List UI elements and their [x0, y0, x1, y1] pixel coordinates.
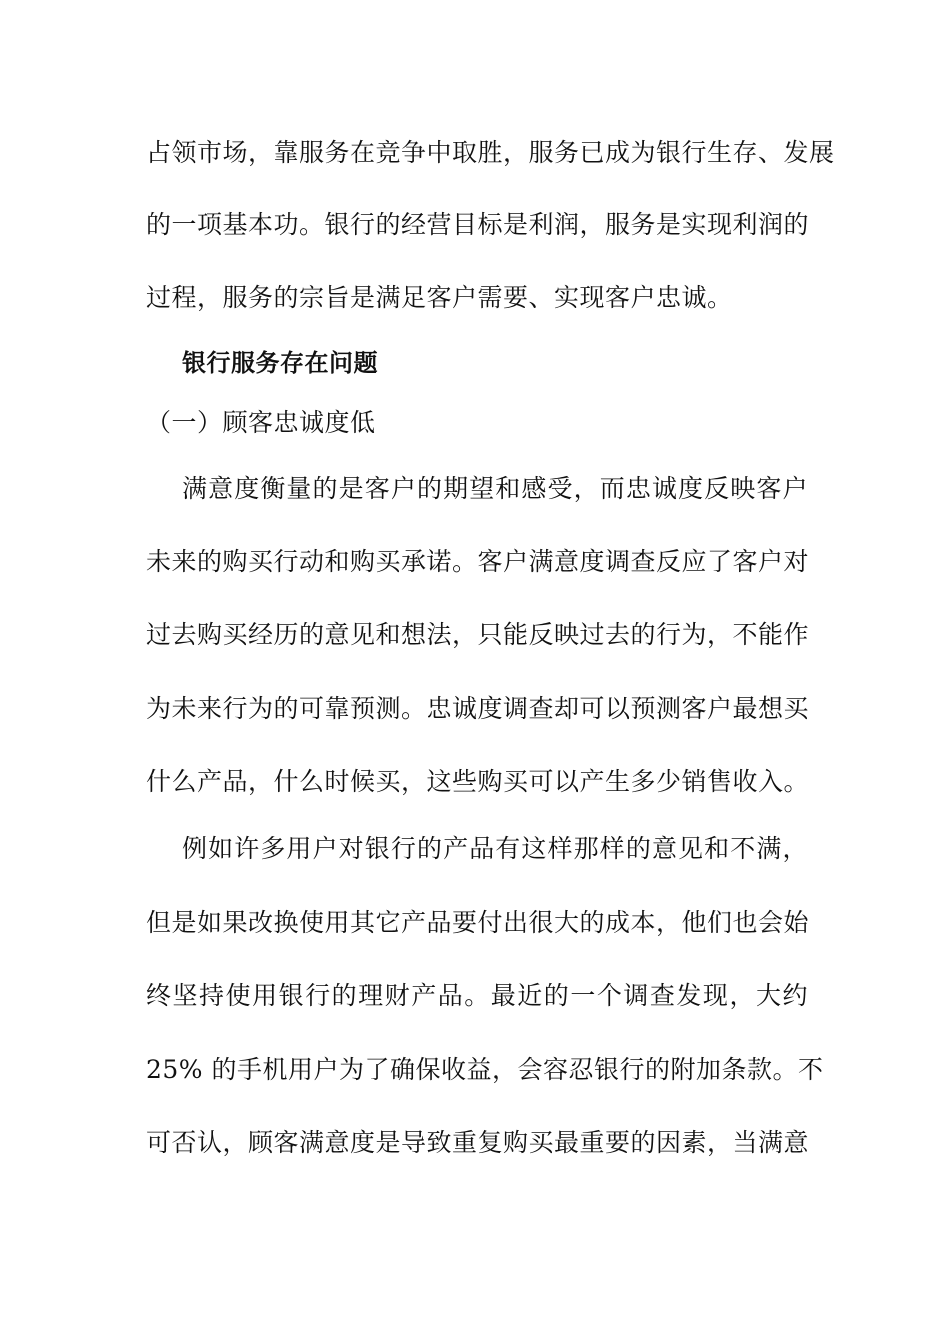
section-heading: 银行服务存在问题	[182, 349, 378, 377]
paragraph-3-line-1: 例如许多用户对银行的产品有这样那样的意见和不满，	[182, 834, 808, 863]
subsection-heading: （一）顾客忠诚度低	[146, 408, 376, 437]
paragraph-3-line-2: 但是如果改换使用其它产品要付出很大的成本，他们也会始	[146, 908, 810, 937]
paragraph-3-line-3: 终坚持使用银行的理财产品。最近的一个调查发现，大约	[146, 981, 808, 1010]
paragraph-2-line-3: 过去购买经历的意见和想法，只能反映过去的行为，不能作	[146, 620, 810, 649]
paragraph-3-line-4: 25% 的手机用户为了确保收益，会容忍银行的附加条款。不	[146, 1055, 824, 1084]
paragraph-2-line-1: 满意度衡量的是客户的期望和感受，而忠诚度反映客户	[182, 474, 808, 503]
paragraph-2-line-5: 什么产品，什么时候买，这些购买可以产生多少销售收入。	[146, 767, 810, 796]
paragraph-2-line-4: 为未来行为的可靠预测。忠诚度调查却可以预测客户最想买	[146, 694, 810, 723]
paragraph-1-line-1: 占领市场，靠服务在竞争中取胜，服务已成为银行生存、发展	[146, 138, 835, 167]
paragraph-2-line-2: 未来的购买行动和购买承诺。客户满意度调查反应了客户对	[146, 547, 810, 576]
paragraph-1-line-2: 的一项基本功。银行的经营目标是利润，服务是实现利润的	[146, 210, 810, 239]
paragraph-1-line-3: 过程，服务的宗旨是满足客户需要、实现客户忠诚。	[146, 283, 733, 312]
paragraph-3-line-5: 可否认，顾客满意度是导致重复购买最重要的因素，当满意	[146, 1128, 810, 1157]
